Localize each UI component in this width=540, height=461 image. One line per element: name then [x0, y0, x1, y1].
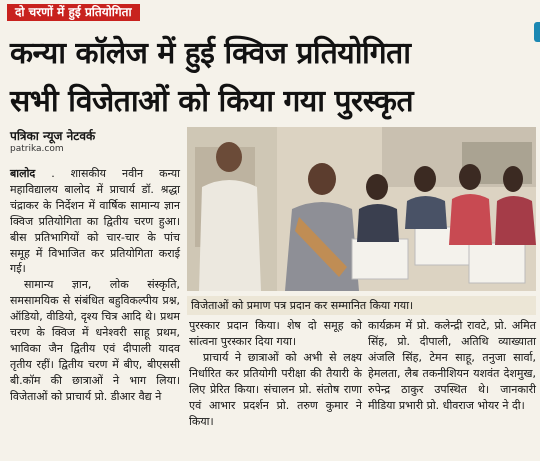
paragraph-4: प्राचार्य ने छात्राओं को अभी से लक्ष्य निर्धारित कर प्रतियोगी परीक्षा की तैयारी के लिए प्रेरित किया। संचालन प्रो. संतोष राणा एवं आभार प्रदर्शन प्रो. तरुण कुमार ने किया। — [189, 351, 362, 428]
paragraph-1 — [10, 166, 180, 277]
site-url: patrika.com — [10, 144, 64, 154]
article-column-3: कार्यक्रम में प्रो. कलेन्द्री रावटे, प्रो. अमित सिंह, प्रो. दीपाली, अतिथि व्याख्याता अंजलि सिंह, टेमन साहू, तनुजा सार्वा, हेमलता, लैब तकनीशियन यशवंत देशमुख, रुपेन्द्र ठाकुर उपस्थित थे। जानकारी मीडिया प्रभारी प्रो. धीवराज भोयर ने दी। — [368, 319, 536, 412]
byline: पत्रिका न्यूज नेटवर्क — [10, 129, 96, 143]
dateline: बालोद — [10, 167, 36, 180]
photo-illustration — [187, 127, 536, 291]
news-photo — [187, 127, 536, 291]
photo-caption: विजेताओं को प्रमाण पत्र प्रदान कर सम्मानित किया गया। — [187, 296, 536, 315]
headline-line-2: सभी विजेताओं को किया गया पुरस्कृत — [10, 84, 414, 119]
article-column-2 — [189, 318, 362, 430]
paragraph-1-text: . शासकीय नवीन कन्या महाविद्यालय बालोद में प्राचार्य डॉ. श्रद्धा चंद्राकर के निर्देशन में वार्षिक सामान्य ज्ञान क्विज प्रतियोगिता का द्वितीय चरण हुआ। बीस प्रतिभागियों को चार-चार के पांच समूह में विभाजित कर प्रतियोगिता कराई गई। — [10, 167, 180, 276]
paragraph-2: सामान्य ज्ञान, लोक संस्कृति, समसामयिक से संबंधित बहुविकल्पीय प्रश्न, ऑडियो, वीडियो, दृश्य चित्र आदि थे। प्रथम चरण के क्विज में धनेश्वरी साहू प्रथम, भाविका जैन द्वितीय एवं दीपाली यादव तृतीय रहीं। द्वितीय चरण में बीए, बीएससी बी.कॉम की छात्राओं ने भाग लिया। विजेताओं को प्राचार्य प्रो. डीआर वैद्य ने — [10, 278, 180, 403]
kicker-label: दो चरणों में हुई प्रतियोगिता — [7, 4, 140, 21]
headline-line-1: कन्या कॉलेज में हुई क्विज प्रतियोगिता — [10, 36, 411, 71]
article-column-1 — [10, 166, 180, 405]
paragraph-3: पुरस्कार प्रदान किया। शेष दो समूह को सांत्वना पुरस्कार दिया गया। — [189, 319, 362, 348]
corner-tab — [534, 22, 540, 42]
